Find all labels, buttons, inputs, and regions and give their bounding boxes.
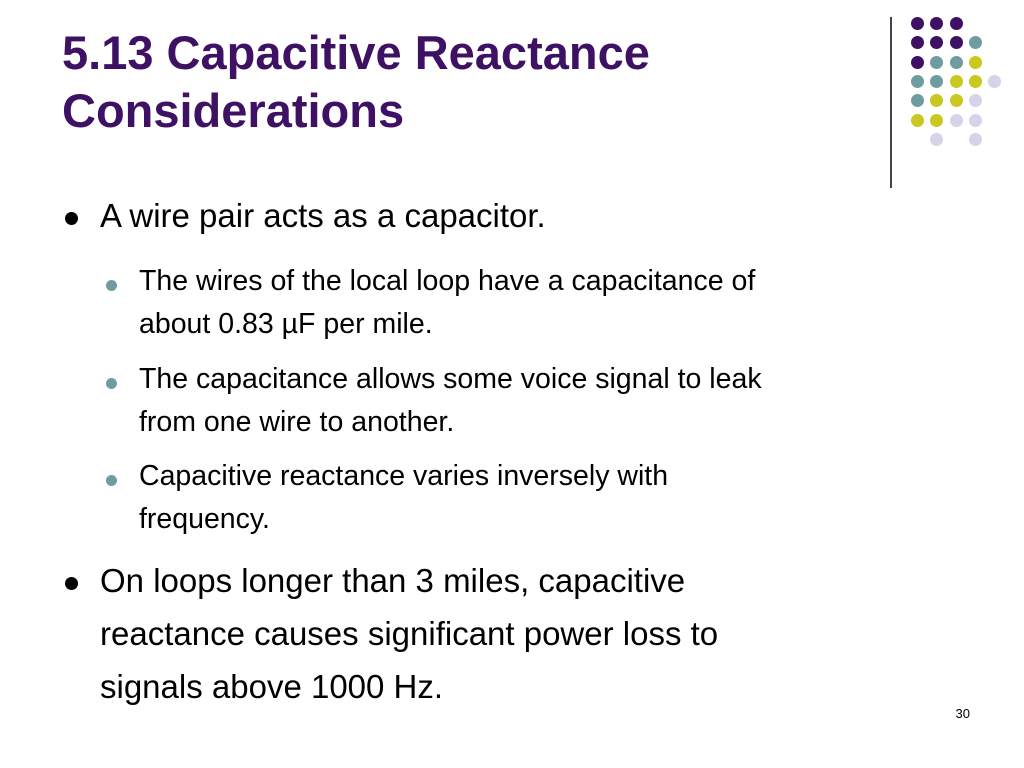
bullet-level2 — [139, 260, 969, 346]
bullet-text-line: signals above 1000 Hz. — [100, 668, 444, 705]
bullet-text-line: A wire pair acts as a capacitor. — [100, 197, 546, 234]
sub-bullet-dot-icon — [106, 378, 117, 389]
bullet-level2 — [139, 358, 969, 444]
bullet-text-line: Capacitive reactance varies inversely with — [139, 460, 669, 492]
bullet-text-line: reactance causes significant power loss to — [100, 615, 719, 652]
bullet-text-line: The wires of the local loop have a capacitance of — [139, 265, 756, 297]
bullet-text-line: The capacitance allows some voice signal to leak — [139, 363, 762, 395]
bullet-level2 — [139, 455, 969, 541]
bullet-level1 — [100, 554, 980, 713]
slide-title-line: Considerations — [62, 84, 405, 137]
page-number: 30 — [955, 706, 970, 721]
slide-title-line: 5.13 Capacitive Reactance — [62, 26, 650, 79]
bullet-dot-icon — [65, 212, 78, 225]
bullet-level1 — [100, 189, 980, 242]
bullet-dot-icon — [65, 577, 78, 590]
bullet-text-line: On loops longer than 3 miles, capacitive — [100, 562, 686, 599]
bullet-text-line: about 0.83 µF per mile. — [139, 308, 433, 340]
bullet-text-line: frequency. — [139, 503, 270, 535]
sub-bullet-dot-icon — [106, 280, 117, 291]
sub-bullet-dot-icon — [106, 475, 117, 486]
bullet-text-line: from one wire to another. — [139, 406, 455, 438]
